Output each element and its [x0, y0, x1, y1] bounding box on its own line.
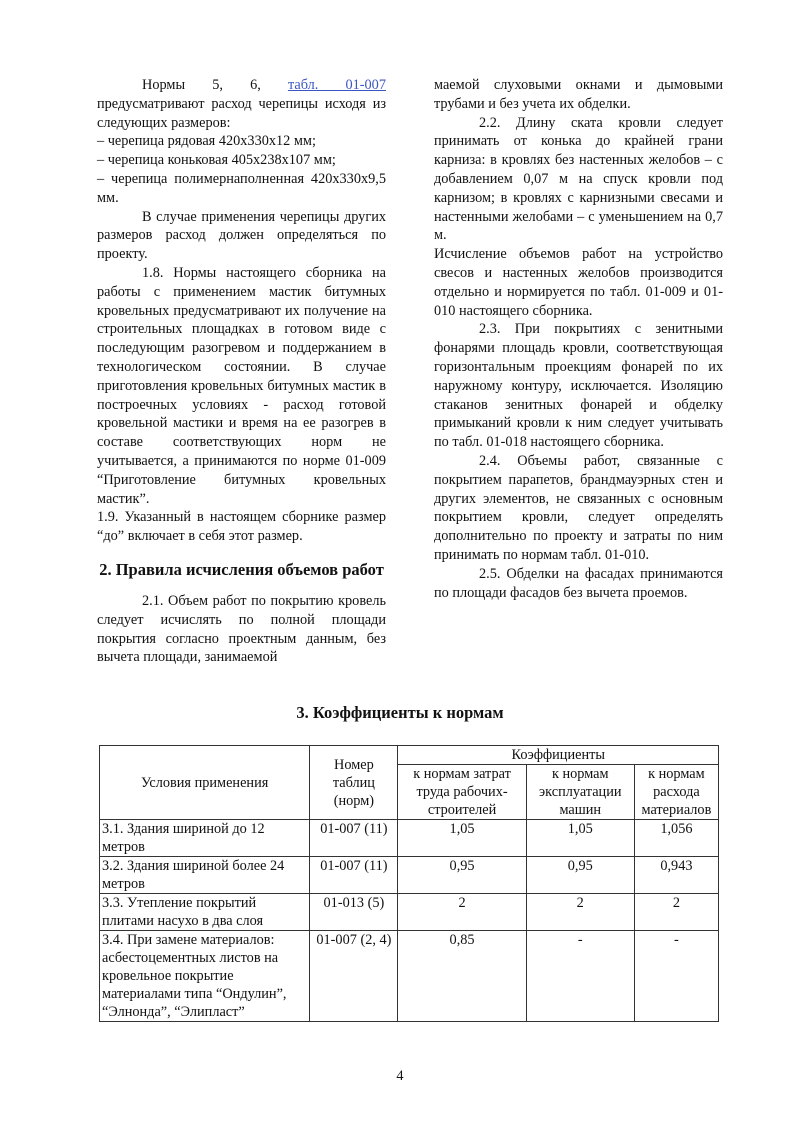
header-coefficients: Коэффициенты	[398, 746, 719, 765]
bullet-ridge-tile-2: – черепица коньковая 405х238х107 мм;	[97, 152, 336, 169]
section-2-heading: 2. Правила исчисления объемов работ	[99, 559, 384, 579]
row-labor-coef: 0,85	[398, 931, 526, 1022]
row-labor-coef: 2	[398, 894, 526, 931]
row-condition: 3.3. Утепление покрытий плитами насухо в два слоя	[100, 894, 310, 931]
header-conditions: Условия применения	[100, 746, 310, 820]
row-condition: 3.4. При замене материалов: асбестоцементных листов на кровельное покрытие материалами типа “Ондулин”, “Элнонда”, “Элипласт”	[100, 931, 310, 1022]
header-materials: к нормам расхода материалов	[634, 765, 718, 820]
header-labor: к нормам затрат труда рабочих-строителей	[398, 765, 526, 820]
row-materials-coef: 2	[634, 894, 718, 931]
row-machines-coef: 2	[526, 894, 634, 931]
row-table-number: 01-013 (5)	[310, 894, 398, 931]
paragraph-2-2: 2.2. Длину ската кровли следует принимать от конька до крайней грани карниза: в кровлях без настенных желобов – с добавлением 0,07 м на спуск кровли под карнизом; в кровлях с карнизными свесами и настенными желобами – с уменьшением на 0,7 м.	[434, 114, 723, 244]
bullet-polymer-tile: – черепица полимернаполненная 420х330х9,5 мм.	[97, 170, 386, 206]
table-row	[100, 857, 719, 894]
table-row	[100, 894, 719, 931]
row-table-number: 01-007 (11)	[310, 820, 398, 857]
paragraph-2-3: 2.3. При покрытиях с зенитными фонарями площадь кровли, соответствующая горизонтальным проекциям фонарей по их наружному контуру, исключается. Изоляцию стаканов зенитных фонарей и обделку примыканий кровли к ним следует учитывать по табл. 01-018 настоящего сборника.	[434, 321, 723, 451]
row-materials-coef: 0,943	[634, 857, 718, 894]
paragraph-2-4: 2.4. Объемы работ, связанные с покрытием парапетов, брандмауэрных стен и других элементов, не связанных с основным покрытием кровли, следует определять дополнительно по проекту и затраты по ним принимать по нормам табл. 01-010.	[434, 452, 723, 563]
page-number: 4	[396, 1068, 404, 1084]
row-labor-coef: 1,05	[398, 820, 526, 857]
row-table-number: 01-007 (2, 4)	[310, 931, 398, 1022]
row-materials-coef: 1,056	[634, 820, 718, 857]
header-machines: к нормам эксплуатации машин	[526, 765, 634, 820]
row-machines-coef: 0,95	[526, 857, 634, 894]
table-row	[100, 931, 719, 1022]
paragraph-2-5: 2.5. Обделки на фасадах принимаются по площади фасадов без вычета проемов.	[434, 565, 723, 601]
paragraph-2-1-continued: маемой слуховыми окнами и дымовыми трубами и без учета их обделки.	[434, 77, 723, 112]
header-table-number: Номер таблиц (норм)	[310, 746, 398, 820]
table-01-007-link[interactable]: табл. 01-007	[287, 77, 386, 93]
row-labor-coef: 0,95	[398, 857, 526, 894]
paragraph-1-8: 1.8. Нормы настоящего сборника на работы с применением мастик битумных кровельных предусматривают их получение на строительных площадках в готовом виде с последующим разогревом и поддержанием в технологическом состоянии. В случае приготовления кровельных битумных мастик в построечных условиях - расход готовой кровельной мастики и время на ее разогрев в составе соответствующих норм не учитывается, а принимаются по норме 01-009 “Приготовление битумных кровельных мастик”.	[97, 264, 386, 507]
paragraph-eaves-calculation: Исчисление объемов работ на устройство свесов и настенных желобов производится отдельно и нормируется по табл. 01-009 и 01-010 настоящего сборника.	[434, 246, 723, 319]
right-column	[434, 76, 723, 602]
section-3-heading: 3. Коэффициенты к нормам	[296, 703, 504, 722]
bullet-ridge-tile: – черепица рядовая 420х330х12 мм;	[97, 133, 316, 150]
row-table-number: 01-007 (11)	[310, 857, 398, 894]
paragraph-norms-5-6: Нормы 5, 6, табл. 01-007 предусматривают расход черепицы исходя из следующих размеров:	[97, 77, 386, 131]
left-column	[97, 76, 386, 667]
row-condition: 3.1. Здания шириной до 12 метров	[100, 820, 310, 857]
row-machines-coef: 1,05	[526, 820, 634, 857]
paragraph-2-1: 2.1. Объем работ по покрытию кровель следует исчислять по полной площади покрытия согласно проектным данным, без вычета площади, занимаемой	[97, 592, 386, 666]
paragraph-other-sizes: В случае применения черепицы других размеров расход должен определяться по проекту.	[97, 208, 386, 263]
row-condition: 3.2. Здания шириной более 24 метров	[100, 857, 310, 894]
table-row	[100, 820, 719, 857]
paragraph-1-9: 1.9. Указанный в настоящем сборнике размер “до” включает в себя этот размер.	[97, 509, 386, 545]
row-materials-coef: -	[634, 931, 718, 1022]
row-machines-coef: -	[526, 931, 634, 1022]
coefficients-table	[99, 745, 719, 1022]
